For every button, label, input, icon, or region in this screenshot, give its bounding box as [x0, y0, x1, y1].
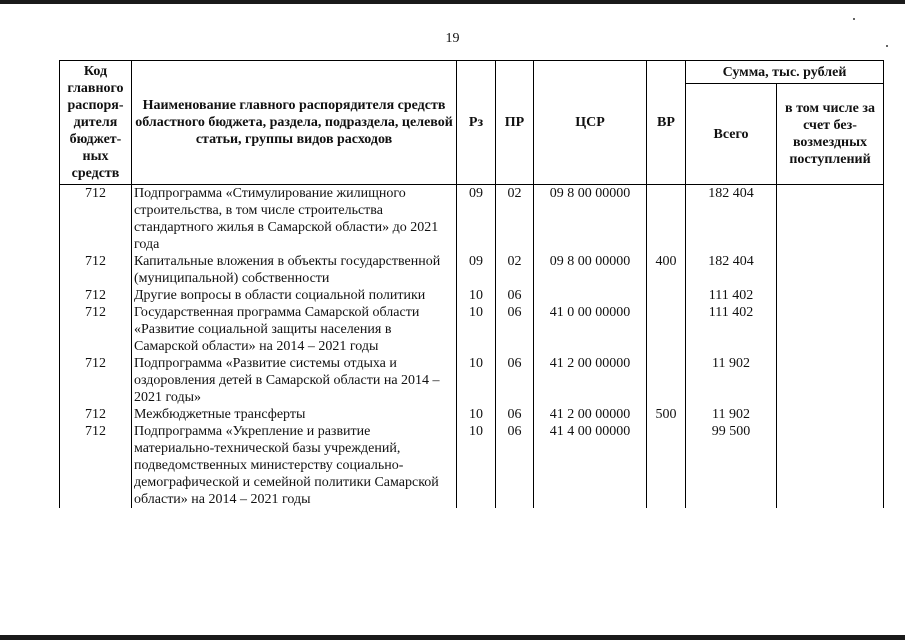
table-row	[60, 423, 884, 508]
cell-code: 712	[60, 287, 132, 304]
cell-rz: 10	[457, 287, 496, 304]
cell-pr: 06	[496, 423, 534, 508]
cell-rz: 10	[457, 355, 496, 406]
table-row	[60, 287, 884, 304]
scan-bottom-edge	[0, 635, 905, 640]
table-row	[60, 253, 884, 287]
cell-total: 11 902	[686, 355, 777, 406]
header-sum-group: Сумма, тыс. рублей	[686, 61, 884, 84]
cell-total: 99 500	[686, 423, 777, 508]
cell-code: 712	[60, 304, 132, 355]
cell-vr	[647, 423, 686, 508]
page-number: 19	[445, 31, 460, 46]
cell-name: Капитальные вложения в объекты государственной (муниципальной) собственности	[132, 253, 457, 287]
cell-gratuitous	[777, 253, 884, 287]
header-csr: ЦСР	[534, 61, 647, 185]
cell-name: Подпрограмма «Развитие системы отдыха и оздоровления детей в Самарской области на 2014 – 2021 годы»	[132, 355, 457, 406]
cell-gratuitous	[777, 287, 884, 304]
cell-gratuitous	[777, 406, 884, 423]
cell-vr	[647, 287, 686, 304]
cell-vr	[647, 355, 686, 406]
header-name: Наименование главного распорядителя средств областного бюджета, раздела, подраздела, целевой статьи, группы видов расходов	[132, 61, 457, 185]
header-code: Код главного распоря-дителя бюджет-ных средств	[60, 61, 132, 185]
cell-gratuitous	[777, 304, 884, 355]
cell-vr	[647, 185, 686, 254]
budget-table	[59, 60, 884, 508]
cell-vr: 500	[647, 406, 686, 423]
header-total: Всего	[686, 84, 777, 185]
cell-rz: 10	[457, 406, 496, 423]
cell-total: 111 402	[686, 287, 777, 304]
cell-rz: 10	[457, 304, 496, 355]
table-row	[60, 406, 884, 423]
scan-speck	[853, 18, 855, 20]
cell-code: 712	[60, 423, 132, 508]
cell-pr: 02	[496, 253, 534, 287]
cell-rz: 10	[457, 423, 496, 508]
cell-pr: 06	[496, 355, 534, 406]
header-pr: ПР	[496, 61, 534, 185]
header-gratuitous: в том числе за счет без-возмездных поступлений	[777, 84, 884, 185]
cell-total: 182 404	[686, 185, 777, 254]
cell-name: Межбюджетные трансферты	[132, 406, 457, 423]
cell-code: 712	[60, 185, 132, 254]
cell-rz: 09	[457, 185, 496, 254]
cell-name: Государственная программа Самарской области «Развитие социальной защиты населения в Самарской области» на 2014 – 2021 годы	[132, 304, 457, 355]
header-rz: Рз	[457, 61, 496, 185]
cell-rz: 09	[457, 253, 496, 287]
cell-csr	[534, 287, 647, 304]
cell-pr: 02	[496, 185, 534, 254]
cell-pr: 06	[496, 304, 534, 355]
scan-top-edge	[0, 0, 905, 4]
cell-gratuitous	[777, 423, 884, 508]
cell-pr: 06	[496, 287, 534, 304]
header-vr: ВР	[647, 61, 686, 185]
cell-vr: 400	[647, 253, 686, 287]
table-row	[60, 355, 884, 406]
cell-name: Подпрограмма «Стимулирование жилищного строительства, в том числе строительства стандартного жилья в Самарской области» до 2021 года	[132, 185, 457, 254]
table-row	[60, 304, 884, 355]
cell-csr: 41 4 00 00000	[534, 423, 647, 508]
cell-name: Другие вопросы в области социальной политики	[132, 287, 457, 304]
cell-total: 182 404	[686, 253, 777, 287]
cell-vr	[647, 304, 686, 355]
cell-pr: 06	[496, 406, 534, 423]
cell-code: 712	[60, 355, 132, 406]
cell-total: 11 902	[686, 406, 777, 423]
cell-csr: 41 2 00 00000	[534, 406, 647, 423]
cell-csr: 41 2 00 00000	[534, 355, 647, 406]
cell-code: 712	[60, 406, 132, 423]
cell-gratuitous	[777, 185, 884, 254]
cell-name: Подпрограмма «Укрепление и развитие материально-технической базы учреждений, подведомственных министерству социально-демографической и семейной политики Самарской области» на 2014 – 2021 годы	[132, 423, 457, 508]
cell-gratuitous	[777, 355, 884, 406]
table-row	[60, 185, 884, 254]
cell-code: 712	[60, 253, 132, 287]
cell-csr: 41 0 00 00000	[534, 304, 647, 355]
cell-csr: 09 8 00 00000	[534, 253, 647, 287]
cell-csr: 09 8 00 00000	[534, 185, 647, 254]
cell-total: 111 402	[686, 304, 777, 355]
